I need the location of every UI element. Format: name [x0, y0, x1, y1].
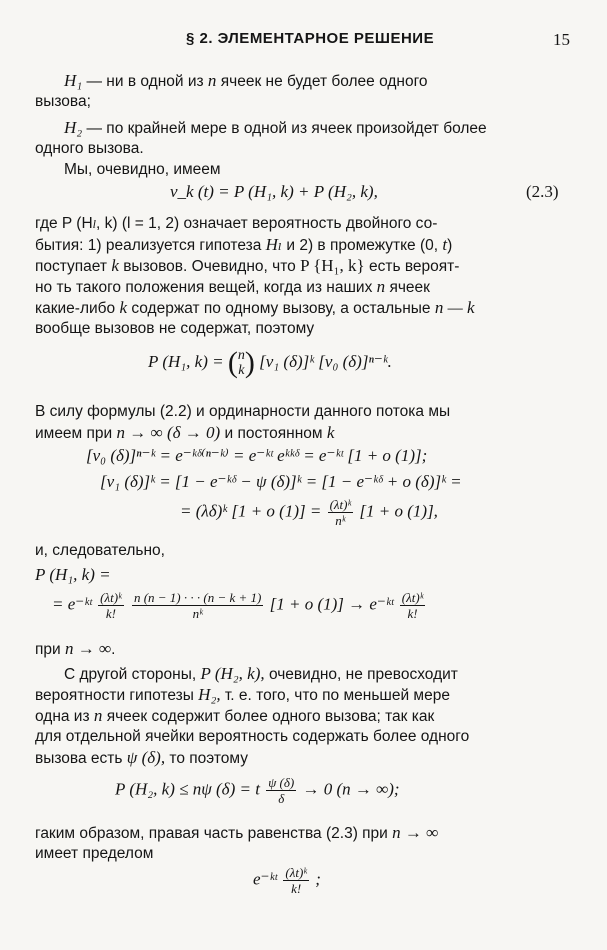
fraction: $\frac{n (n - 1) \cdot \cdot \cdot (n - k + 1)}{\text{nᵏ}}$ — [133, 590, 262, 621]
text: вероятности гипотезы — [35, 687, 194, 704]
equation-body: P (H₂, k) ≤ nψ (δ) = t — [115, 779, 260, 799]
math-symbol: n → ∞ — [392, 823, 439, 842]
text: и 2) в промежутке (0, — [286, 237, 439, 254]
math-symbol: k — [119, 298, 128, 317]
math-symbol: n — [207, 71, 217, 90]
equation-tail: ; — [315, 869, 321, 889]
equation-label — [526, 182, 559, 202]
math-symbol: P (H₂, k), — [200, 664, 265, 683]
equation-h2 — [115, 775, 400, 806]
text: вызова; — [35, 93, 91, 110]
equation-body: e⁻ᵏᵗ — [253, 869, 278, 889]
text-line — [35, 276, 430, 298]
text: — по крайней мере в одной из ячеек произойдет более — [86, 120, 487, 137]
math-symbol: H₂ — [64, 118, 83, 137]
text-line — [35, 138, 144, 159]
text: какие-либо — [35, 300, 116, 317]
fraction: $\frac{\psi (\delta)}{\delta}$ — [268, 775, 295, 806]
text: В силу формулы (2.2) и ординарности данного потока мы — [35, 403, 451, 420]
text: вызовов. Очевидно, что — [123, 258, 296, 275]
page-number: 15 — [553, 30, 570, 49]
text: то поэтому — [169, 750, 248, 767]
running-header — [0, 30, 607, 54]
equation-body: = (λδ)ᵏ [1 + o (1)] = — [180, 501, 322, 521]
text: вообще вызовов не содержат, поэтому — [35, 320, 315, 337]
equation-body: [v₁ (δ)]ᵏ = [1 − e⁻ᵏᵟ − ψ (δ)]ᵏ = [1 − e⁻ᵏᵟ + o (δ)]ᵏ = — [100, 472, 462, 491]
text: означает вероятность двойного со- — [183, 215, 438, 232]
text-line — [35, 843, 153, 864]
text: т. е. того, что по меньшей мере — [224, 687, 450, 704]
math-symbol: n — [93, 706, 103, 725]
math-symbol: n → ∞ — [64, 639, 112, 658]
text-line — [35, 318, 314, 339]
text: С другой стороны, — [64, 666, 197, 683]
text: одна из — [35, 708, 90, 725]
text: , k) — [96, 215, 118, 232]
text-line — [35, 705, 434, 727]
text: и, следовательно, — [35, 542, 165, 559]
math-symbol: Hₗ — [265, 235, 283, 254]
text: есть вероят- — [368, 258, 460, 275]
text-line: бытия: 1) реализуется гипотеза Hₗ и 2) в промежутке (0, t) — [35, 235, 453, 254]
fraction: $\frac{\text{(λt)ᵏ}}{k!}$ — [100, 590, 122, 621]
fraction: $\frac{\text{(λt)ᵏ}}{\text{nᵏ}}$ — [329, 497, 352, 528]
math-symbol: k — [111, 256, 119, 275]
text-line — [64, 117, 487, 139]
text-line — [35, 822, 438, 844]
equation-v1a — [100, 472, 462, 492]
text: поступает — [35, 258, 108, 275]
text: ячеек не будет более одного — [220, 73, 428, 90]
text: одного вызова. — [35, 140, 144, 157]
equation-tail: → 0 (n → ∞); — [302, 779, 400, 799]
math-symbol: P {H₁, k} — [300, 256, 365, 275]
text: при — [35, 641, 61, 658]
text-line — [35, 422, 334, 444]
math-symbol: t — [442, 235, 448, 254]
binomial-coefficient: n k — [237, 348, 245, 378]
text: где P (H — [35, 215, 93, 232]
text-line — [35, 401, 450, 422]
text: очевидно, не превосходит — [268, 666, 458, 683]
equation-limit-lhs — [35, 565, 111, 585]
equation-body: [1 + o (1)] → e⁻ᵏᵗ — [269, 594, 394, 614]
equation-body: [v₀ (δ)]ⁿ⁻ᵏ = e⁻ᵏᵟ⁽ⁿ⁻ᵏ⁾ = e⁻ᵏᵗ eᵏᵏᵟ = e⁻ᵏᵗ [1 + o (1)]; — [86, 446, 428, 465]
text: для отдельной ячейки вероятность содержать более одного — [35, 728, 470, 745]
text: содержат по одному вызову, а остальные — [131, 300, 431, 317]
text: вызова есть — [35, 750, 123, 767]
math-symbol: (δ → 0) — [166, 423, 221, 442]
text-line — [64, 70, 571, 92]
math-symbol: (l = 1, 2) — [121, 215, 180, 232]
equation-body: P (H₁, k) = — [35, 565, 111, 584]
text: Мы, очевидно, имеем — [64, 161, 221, 178]
text-line — [35, 540, 165, 561]
text: но ть такого положения вещей, когда из наших — [35, 279, 373, 296]
text-line: где P (Hl, k) (l = 1, 2) означает вероятность двойного со- — [35, 215, 438, 232]
text: гаким образом, правая часть равенства (2.3) при — [35, 825, 388, 842]
fraction: $\frac{\text{(λt)ᵏ}}{k!}$ — [285, 865, 307, 896]
equation-lhs: P (H₁, k) = — [148, 351, 224, 371]
math-symbol: n → ∞ — [116, 423, 163, 442]
text: и постоянном — [224, 425, 323, 442]
text: — ни в одной из — [86, 73, 204, 90]
text-line — [35, 747, 248, 769]
equation-v0 — [86, 446, 427, 466]
equation-limit-rhs — [52, 590, 427, 621]
text-line — [35, 297, 475, 319]
math-symbol: ψ (δ), — [126, 748, 166, 767]
math-symbol: k — [326, 423, 335, 442]
equation-final — [253, 865, 321, 896]
text-line — [35, 684, 450, 706]
text: имеем при — [35, 425, 113, 442]
text-line — [64, 663, 458, 685]
text-line — [35, 255, 459, 277]
text-line — [64, 159, 221, 180]
equation-v1b — [180, 497, 438, 528]
equation-rhs: [v₁ (δ)]ᵏ [v₀ (δ)]ⁿ⁻ᵏ. — [259, 351, 392, 371]
label: (2.3) — [526, 182, 559, 201]
fraction: $\frac{\text{(λt)ᵏ}}{k!}$ — [401, 590, 424, 621]
section-title: § 2. ЭЛЕМЕНТАРНОЕ РЕШЕНИЕ — [186, 30, 435, 47]
equation-2-3 — [170, 182, 378, 202]
text: бытия: 1) реализуется гипотеза — [35, 237, 262, 254]
equation-body: = e⁻ᵏᵗ — [52, 594, 92, 614]
text-line: при n → ∞. — [35, 639, 116, 658]
equation-tail: [1 + o (1)], — [359, 501, 438, 521]
math-symbol: n — k — [434, 298, 475, 317]
text-line — [35, 726, 469, 747]
text: ячеек — [389, 279, 430, 296]
equation-body: v_k (t) = P (H₁, k) + P (H₂, k), — [170, 182, 378, 201]
text-line — [35, 91, 91, 112]
text: имеет пределом — [35, 845, 154, 862]
math-symbol: H₂, — [198, 685, 221, 704]
math-symbol: H₁ — [64, 71, 83, 90]
equation-binomial: P (H₁, k) = ( n k ) [v₁ (δ)]ᵏ [v₀ (δ)]ⁿ⁻ᵏ. — [148, 346, 392, 379]
text: ячеек содержит более одного вызова; так как — [106, 708, 435, 725]
math-symbol: n — [376, 277, 386, 296]
